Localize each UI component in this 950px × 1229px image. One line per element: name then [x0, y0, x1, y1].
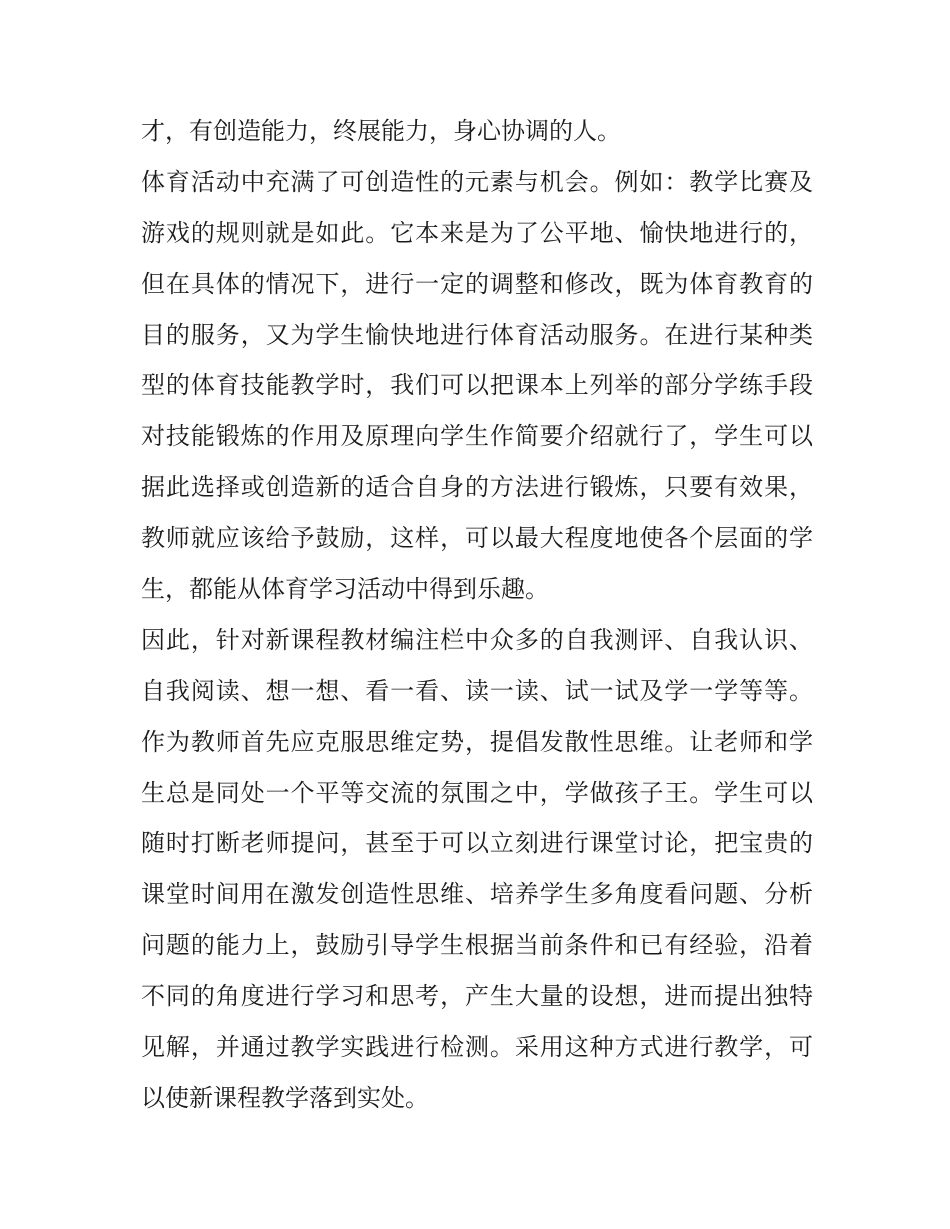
text-line: 问题的能力上，鼓励引导学生根据当前条件和已有经验，沿着 [141, 931, 813, 960]
text-line: 教师就应该给予鼓励，这样，可以最大程度地使各个层面的学 [141, 524, 813, 553]
text-line: 目的服务，又为学生愉快地进行体育活动服务。在进行某种类 [141, 320, 813, 349]
text-line: 才，有创造能力，终展能力，身心协调的人。 [141, 117, 621, 145]
text-line: 型的体育技能教学时，我们可以把课本上列举的部分学练手段 [141, 371, 813, 400]
text-line: 对技能锻炼的作用及原理向学生作简要介绍就行了，学生可以 [141, 422, 813, 451]
text-line: 自我阅读、想一想、看一看、读一读、试一试及学一学等等。 [141, 676, 813, 705]
text-line: 因此，针对新课程教材编注栏中众多的自我测评、自我认识、 [141, 625, 813, 654]
text-line: 生总是同处一个平等交流的氛围之中，学做孩子王。学生可以 [141, 778, 813, 807]
text-line: 但在具体的情况下，进行一定的调整和修改，既为体育教育的 [141, 269, 813, 298]
text-line: 不同的角度进行学习和思考，产生大量的设想，进而提出独特 [141, 982, 813, 1011]
body-text [141, 106, 813, 1124]
text-line: 见解，并通过教学实践进行检测。采用这种方式进行教学，可 [141, 1033, 813, 1062]
text-line: 课堂时间用在激发创造性思维、培养学生多角度看问题、分析 [141, 880, 813, 909]
text-line: 随时打断老师提问，甚至于可以立刻进行课堂讨论，把宝贵的 [141, 829, 813, 858]
text-line: 据此选择或创造新的适合自身的方法进行锻炼，只要有效果， [141, 473, 813, 502]
text-line: 以使新课程教学落到实处。 [141, 1083, 429, 1112]
text-line: 生，都能从体育学习活动中得到乐趣。 [141, 575, 549, 604]
text-line: 体育活动中充满了可创造性的元素与机会。例如：教学比赛及 [141, 167, 813, 196]
text-line: 作为教师首先应克服思维定势，提倡发散性思维。让老师和学 [141, 727, 813, 756]
text-line: 游戏的规则就是如此。它本来是为了公平地、愉快地进行的， [141, 218, 813, 247]
